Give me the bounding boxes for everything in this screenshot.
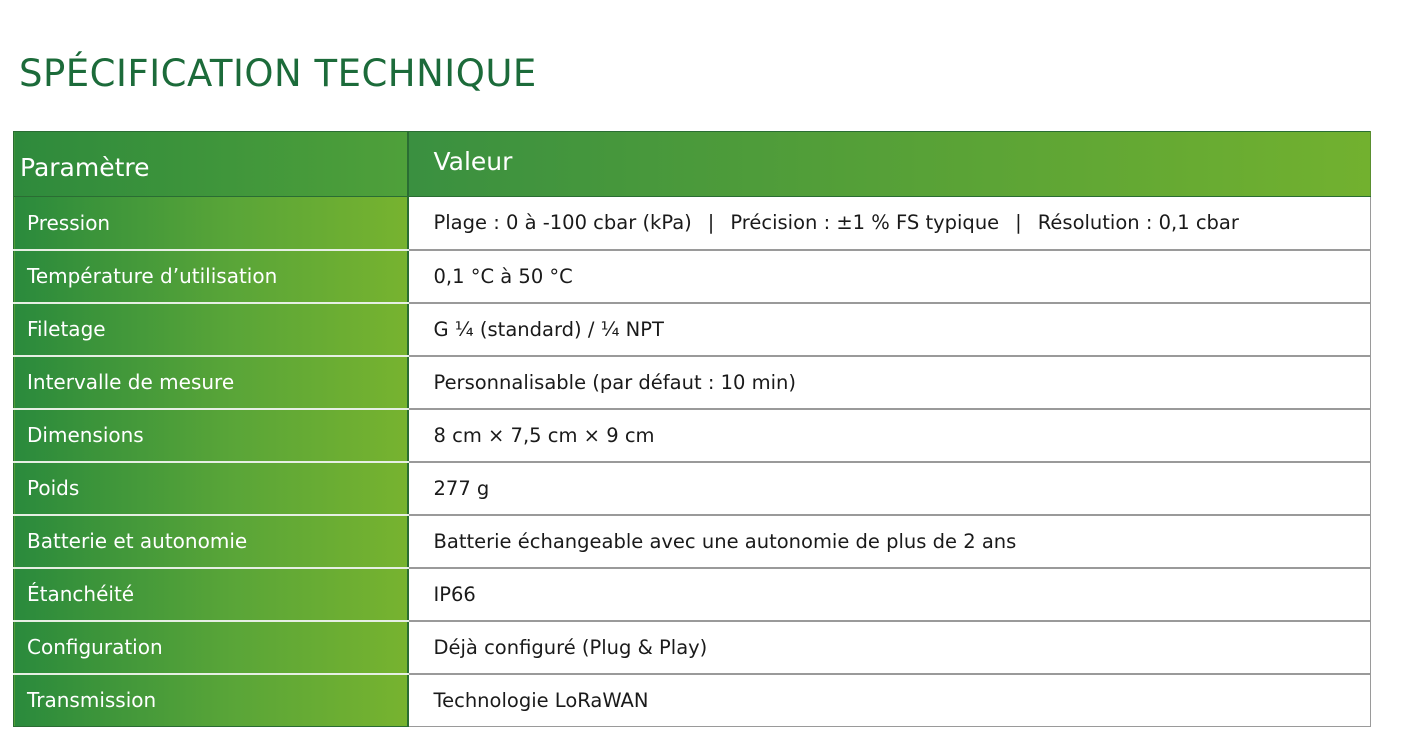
table-row <box>14 674 1371 727</box>
pression-resolution: Résolution : 0,1 cbar <box>1037 211 1239 235</box>
separator: | <box>707 211 715 235</box>
pression-precision: Précision : ±1 % FS typique <box>730 211 1000 235</box>
header-param: Paramètre <box>14 132 408 197</box>
table-row <box>14 462 1371 515</box>
table-header-row <box>14 132 1371 197</box>
value-cell: Technologie LoRaWAN <box>408 674 1371 727</box>
table-row <box>14 303 1371 356</box>
table-row <box>14 250 1371 303</box>
table-row <box>14 621 1371 674</box>
param-cell: Dimensions <box>14 409 408 462</box>
param-cell: Poids <box>14 462 408 515</box>
value-cell: Batterie échangeable avec une autonomie de plus de 2 ans <box>408 515 1371 568</box>
value-cell: IP66 <box>408 568 1371 621</box>
value-cell: G ¼ (standard) / ¼ NPT <box>408 303 1371 356</box>
value-cell: 8 cm × 7,5 cm × 9 cm <box>408 409 1371 462</box>
param-cell: Température d’utilisation <box>14 250 408 303</box>
table-row <box>14 356 1371 409</box>
separator: | <box>1015 211 1022 235</box>
param-cell: Filetage <box>14 303 408 356</box>
table-row <box>14 515 1371 568</box>
spec-table <box>13 131 1371 727</box>
param-cell: Étanchéité <box>14 568 408 621</box>
pression-plage: Plage : 0 à -100 cbar (kPa) <box>433 211 692 235</box>
table-row <box>14 568 1371 621</box>
value-cell: Déjà configuré (Plug & Play) <box>408 621 1371 674</box>
param-cell: Intervalle de mesure <box>14 356 408 409</box>
value-cell: 277 g <box>408 462 1371 515</box>
param-cell: Pression <box>14 197 408 250</box>
page-title: SPÉCIFICATION TECHNIQUE <box>19 52 537 95</box>
param-cell: Configuration <box>14 621 408 674</box>
value-cell <box>408 197 1371 250</box>
header-value: Valeur <box>408 132 1371 197</box>
param-cell: Transmission <box>14 674 408 727</box>
value-cell: Personnalisable (par défaut : 10 min) <box>408 356 1371 409</box>
table-row <box>14 197 1371 250</box>
value-cell: 0,1 °C à 50 °C <box>408 250 1371 303</box>
table-row <box>14 409 1371 462</box>
param-cell: Batterie et autonomie <box>14 515 408 568</box>
